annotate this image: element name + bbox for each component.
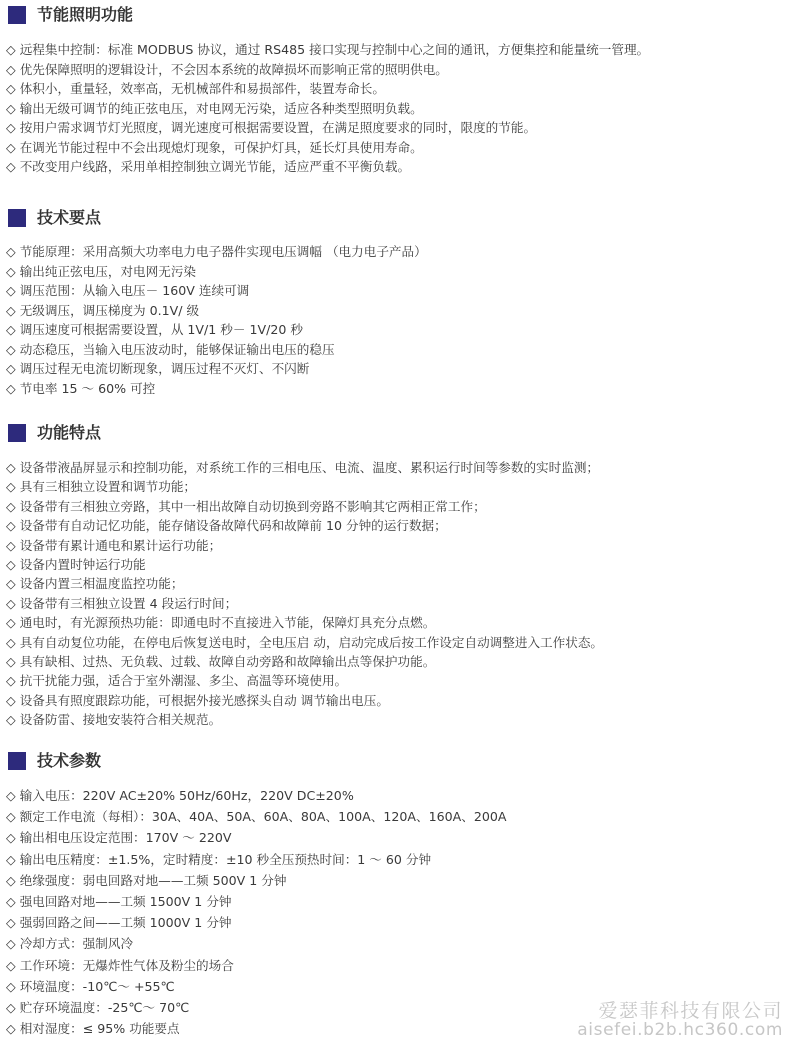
list-item: ◇ 强弱回路之间——工频 1000V 1 分钟 <box>6 915 232 931</box>
list-item: ◇ 调压范围：从输入电压－ 160V 连续可调 <box>6 283 250 298</box>
list-item: ◇ 具有三相独立设置和调节功能； <box>6 479 197 495</box>
list-item: ◇ 设备带液晶屏显示和控制功能，对系统工作的三相电压、电流、温度、累积运行时间等参数的实时监测； <box>6 460 600 475</box>
section-title: 技术要点 <box>37 208 102 227</box>
list-item: ◇ 额定工作电流（每相）：30A、40A、50A、60A、80A、100A、120A、160A、200A <box>6 809 507 825</box>
list-item: ◇ 输出纯正弦电压，对电网无污染 <box>6 263 197 279</box>
list-item: ◇ 输入电压：220V AC±20% 50Hz/60Hz，220V DC±20% <box>6 788 354 803</box>
list-item: ◇ 抗干扰能力强，适合于室外潮湿、多尘、高温等环境使用。 <box>6 673 348 689</box>
list-item: ◇ 具有缺相、过热、无负载、过载、故障自动旁路和故障输出点等保护功能。 <box>6 654 436 669</box>
list-item: ◇ 输出无级可调节的纯正弦电压，对电网无污染，适应各种类型照明负载。 <box>6 100 423 116</box>
list-item: ◇ 具有自动复位功能，在停电后恢复送电时，全电压启 动，启动完成后按工作设定自动调整进入工作状态。 <box>6 634 604 650</box>
section-header-features <box>8 423 101 443</box>
list-item: ◇ 强电回路对地——工频 1500V 1 分钟 <box>6 894 232 909</box>
list-item: ◇ 环境温度：-10℃～ +55℃ <box>6 978 175 994</box>
list-item: ◇ 远程集中控制：标准 MODBUS 协议，通过 RS485 接口实现与控制中心之间的通讯，方便集控和能量统一管理。 <box>6 42 650 57</box>
section-marker-icon <box>8 209 26 227</box>
list-item: ◇ 通电时，有光源预热功能：即通电时不直接进入节能，保障灯具充分点燃。 <box>6 615 436 631</box>
list-item: ◇ 调压过程无电流切断现象，调压过程不灭灯、不闪断 <box>6 361 310 376</box>
list-item: ◇ 设备带有自动记忆功能，能存储设备故障代码和故障前 10 分钟的运行数据； <box>6 518 447 534</box>
section-header-energy-saving <box>8 5 133 25</box>
list-item: ◇ 设备内置时钟运行功能 <box>6 557 146 572</box>
list-item: ◇ 工作环境：无爆炸性气体及粉尘的场合 <box>6 957 234 973</box>
section-marker-icon <box>8 424 26 442</box>
list-item: ◇ 设备防雷、接地安装符合相关规范。 <box>6 712 222 728</box>
watermark-url: aisefei.b2b.hc360.com <box>577 1020 783 1040</box>
section-title: 节能照明功能 <box>37 5 134 24</box>
list-item: ◇ 冷却方式：强制风冷 <box>6 936 134 952</box>
list-item: ◇ 不改变用户线路，采用单相控制独立调光节能，适应严重不平衡负载。 <box>6 159 411 174</box>
list-item: ◇ 设备带有累计通电和累计运行功能； <box>6 537 222 553</box>
list-item: ◇ 输出电压精度：±1.5%，定时精度：±10 秒全压预热时间：1 ～ 60 分钟 <box>6 851 432 867</box>
list-item: ◇ 设备内置三相温度监控功能； <box>6 576 184 592</box>
list-item: ◇ 优先保障照明的逻辑设计，不会因本系统的故障损坏而影响正常的照明供电。 <box>6 61 448 77</box>
section-marker-icon <box>8 752 26 770</box>
list-item: ◇ 在调光节能过程中不会出现熄灯现象，可保护灯具，延长灯具使用寿命。 <box>6 139 423 155</box>
section-header-technical-points <box>8 208 101 228</box>
section-title: 技术参数 <box>37 751 102 770</box>
list-item: ◇ 无级调压，调压梯度为 0.1V/ 级 <box>6 302 200 318</box>
list-item: ◇ 节能原理：采用高频大功率电力电子器件实现电压调幅 （电力电子产品） <box>6 244 427 259</box>
list-item: ◇ 动态稳压，当输入电压波动时，能够保证输出电压的稳压 <box>6 341 335 357</box>
list-item: ◇ 输出相电压设定范围：170V ～ 220V <box>6 830 232 846</box>
list-item: ◇ 体积小，重量轻，效率高，无机械部件和易损部件，装置寿命长。 <box>6 81 385 96</box>
list-item: ◇ 相对湿度：≤ 95% 功能要点 <box>6 1021 180 1037</box>
list-item: ◇ 调压速度可根据需要设置，从 1V/1 秒－ 1V/20 秒 <box>6 322 303 337</box>
watermark-company: 爱瑟菲科技有限公司 <box>598 1000 783 1022</box>
list-item: ◇ 贮存环境温度：-25℃～ 70℃ <box>6 1000 190 1015</box>
list-item: ◇ 设备带有三相独立设置 4 段运行时间； <box>6 595 238 611</box>
list-item: ◇ 按用户需求调节灯光照度，调光速度可根据需要设置，在满足照度要求的同时，限度的节能。 <box>6 120 537 135</box>
section-header-technical-parameters <box>8 751 101 771</box>
list-item: ◇ 设备带有三相独立旁路，其中一相出故障自动切换到旁路不影响其它两相正常工作； <box>6 498 486 514</box>
list-item: ◇ 设备具有照度跟踪功能，可根据外接光感探头自动 调节输出电压。 <box>6 692 389 708</box>
section-title: 功能特点 <box>37 423 102 442</box>
section-marker-icon <box>8 6 26 24</box>
list-item: ◇ 绝缘强度：弱电回路对地——工频 500V 1 分钟 <box>6 872 287 888</box>
list-item: ◇ 节电率 15 ～ 60% 可控 <box>6 380 156 396</box>
